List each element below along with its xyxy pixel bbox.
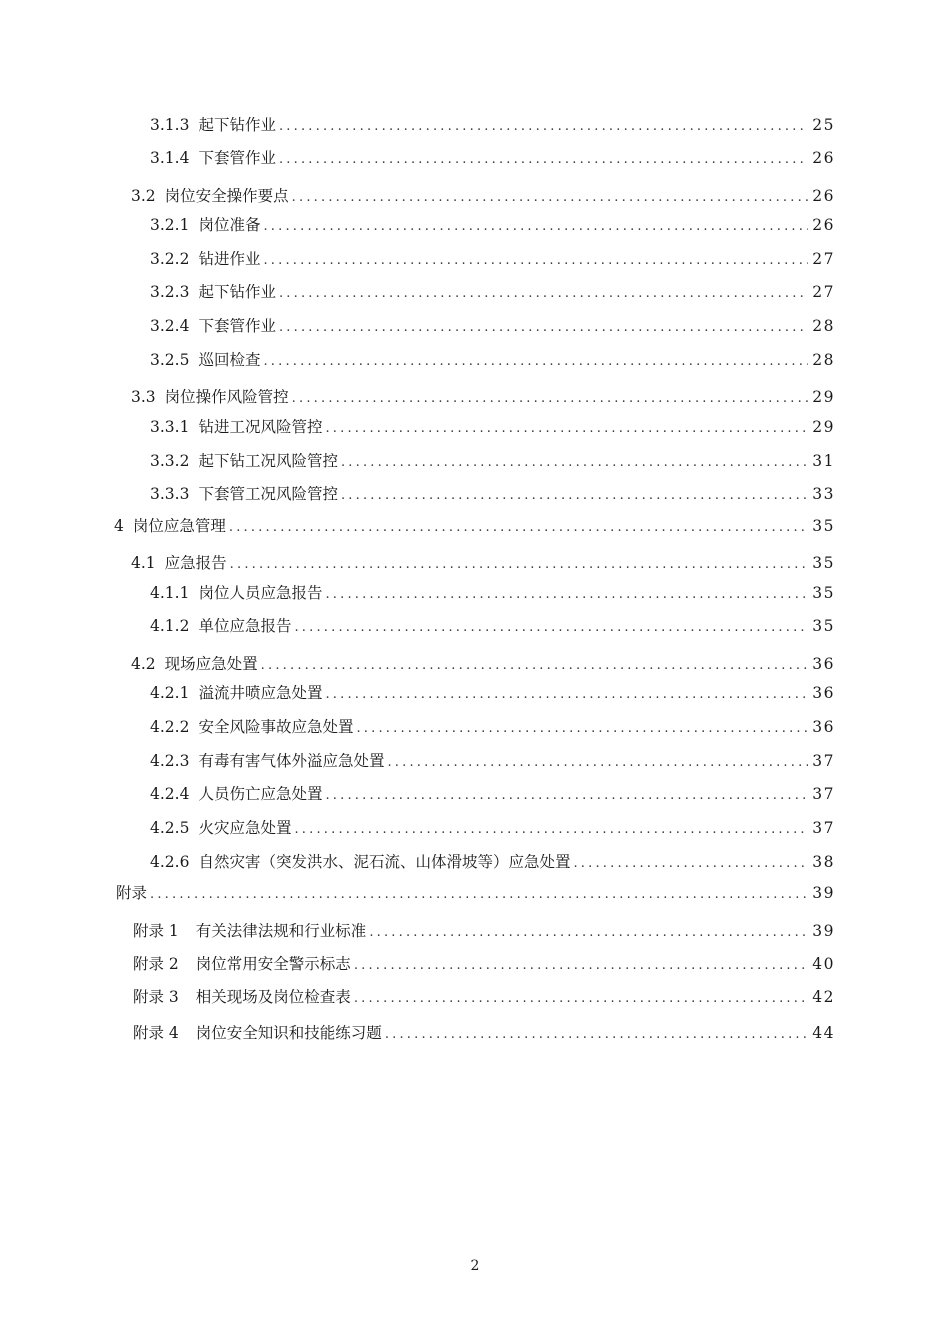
toc-page: 36	[812, 655, 835, 673]
toc-leader-dots	[354, 988, 808, 1010]
toc-leader-dots	[261, 655, 809, 677]
toc-page: 36	[812, 684, 835, 702]
toc-entry-3-3-3[interactable]	[150, 483, 835, 507]
toc-number: 4.1	[131, 554, 156, 572]
toc-title: 巡回检查	[198, 351, 261, 369]
toc-entry-appendix-2[interactable]	[133, 953, 835, 977]
toc-page: 39	[812, 922, 835, 940]
toc-title: 应急报告	[164, 554, 227, 572]
toc-page: 26	[812, 216, 835, 234]
toc-title: 人员伤亡应急处置	[198, 785, 323, 803]
toc-leader-dots	[279, 283, 808, 305]
toc-leader-dots	[263, 351, 808, 373]
toc-title: 钻进作业	[198, 250, 261, 268]
toc-number: 3.2.5	[150, 351, 190, 369]
toc-number: 3.3.2	[150, 452, 190, 470]
toc-number: 4.1.1	[150, 584, 190, 602]
toc-title: 钻进工况风险管控	[198, 418, 323, 436]
toc-page: 29	[812, 388, 835, 406]
toc-number: 3.3	[131, 388, 156, 406]
toc-page: 35	[812, 584, 835, 602]
toc-leader-dots	[263, 216, 808, 238]
toc-page: 38	[812, 853, 835, 871]
toc-entry-3-2[interactable]	[131, 185, 835, 209]
toc-page: 42	[812, 988, 835, 1006]
toc-leader-dots	[279, 149, 808, 171]
toc-page: 39	[812, 884, 835, 902]
toc-title: 溢流井喷应急处置	[198, 684, 323, 702]
toc-page: 37	[812, 785, 835, 803]
toc-number: 4.2.4	[150, 785, 190, 803]
toc-page: 37	[812, 752, 835, 770]
toc-entry-3-2-5[interactable]	[150, 349, 835, 373]
toc-title: 相关现场及岗位检查表	[195, 988, 351, 1006]
toc-leader-dots	[229, 517, 808, 539]
toc-number: 4.2.5	[150, 819, 190, 837]
toc-number: 3.1.3	[150, 116, 190, 134]
toc-leader-dots	[279, 116, 808, 138]
toc-title: 起下钻工况风险管控	[198, 452, 338, 470]
toc-title: 下套管作业	[198, 149, 276, 167]
toc-leader-dots	[292, 187, 809, 209]
toc-number: 3.3.1	[150, 418, 190, 436]
toc-entry-3-3-1[interactable]	[150, 416, 835, 440]
toc-entry-3-1-3[interactable]	[150, 114, 835, 138]
toc-number: 4.1.2	[150, 617, 190, 635]
toc-page: 37	[812, 819, 835, 837]
toc-leader-dots	[292, 388, 809, 410]
toc-leader-dots	[150, 884, 808, 906]
toc-page: 28	[812, 317, 835, 335]
toc-entry-3-2-2[interactable]	[150, 248, 835, 272]
toc-leader-dots	[354, 955, 808, 977]
toc-number: 4.2.3	[150, 752, 190, 770]
toc-number: 3.2.4	[150, 317, 190, 335]
toc-number: 附录 4	[133, 1024, 179, 1042]
toc-title: 岗位安全知识和技能练习题	[195, 1024, 382, 1042]
toc-number: 4.2.6	[150, 853, 190, 871]
toc-leader-dots	[341, 485, 808, 507]
toc-title: 岗位准备	[198, 216, 261, 234]
toc-leader-dots	[325, 418, 808, 440]
toc-leader-dots	[369, 922, 808, 944]
toc-leader-dots	[325, 584, 808, 606]
toc-number: 附录 2	[133, 955, 179, 973]
toc-number: 附录 1	[133, 922, 179, 940]
toc-entry-4-2-5[interactable]	[150, 817, 835, 841]
toc-entry-appendix-3[interactable]	[133, 986, 835, 1010]
toc-title: 有关法律法规和行业标准	[195, 922, 367, 940]
toc-page: 25	[812, 116, 835, 134]
toc-number: 附录 3	[133, 988, 179, 1006]
toc-page: 44	[812, 1024, 835, 1042]
toc-entry-4-2-6[interactable]	[150, 851, 835, 875]
toc-title: 下套管工况风险管控	[198, 485, 338, 503]
toc-title: 岗位安全操作要点	[164, 187, 289, 205]
toc-entry-3-2-1[interactable]	[150, 214, 835, 238]
toc-number: 3.2.1	[150, 216, 190, 234]
toc-entry-appendix-1[interactable]	[133, 920, 835, 944]
toc-entry-appendix[interactable]	[116, 882, 835, 906]
toc-page: 29	[812, 418, 835, 436]
toc-title: 现场应急处置	[164, 655, 258, 673]
toc-page: 33	[812, 485, 835, 503]
toc-entry-4-2-3[interactable]	[150, 750, 835, 774]
toc-page: 28	[812, 351, 835, 369]
toc-title: 岗位常用安全警示标志	[195, 955, 351, 973]
toc-page: 36	[812, 718, 835, 736]
toc-entry-appendix-4[interactable]	[133, 1022, 835, 1046]
toc-number: 3.2.3	[150, 283, 190, 301]
toc-title: 有毒有害气体外溢应急处置	[198, 752, 385, 770]
toc-title: 岗位人员应急报告	[198, 584, 323, 602]
toc-leader-dots	[325, 684, 808, 706]
toc-page: 26	[812, 149, 835, 167]
toc-page: 35	[812, 517, 835, 535]
toc-leader-dots	[385, 1024, 808, 1046]
toc-number: 3.1.4	[150, 149, 190, 167]
toc-leader-dots	[356, 718, 808, 740]
toc-title: 附录	[116, 884, 148, 902]
toc-entry-3-3[interactable]	[131, 386, 835, 410]
toc-leader-dots	[294, 819, 808, 841]
toc-number: 4.2.2	[150, 718, 190, 736]
toc-page: 26	[812, 187, 835, 205]
toc-entry-3-2-4[interactable]	[150, 315, 835, 339]
toc-entry-4-1-1[interactable]	[150, 582, 835, 606]
toc-title: 起下钻作业	[198, 283, 276, 301]
toc-page: 35	[812, 617, 835, 635]
toc-page: 27	[812, 283, 835, 301]
toc-leader-dots	[279, 317, 808, 339]
toc-title: 火灾应急处置	[198, 819, 292, 837]
toc-entry-3-3-2[interactable]	[150, 450, 835, 474]
page-number: 2	[470, 1258, 480, 1274]
toc-leader-dots	[294, 617, 808, 639]
toc-leader-dots	[573, 853, 808, 875]
toc-number: 4	[114, 517, 124, 535]
toc-title: 安全风险事故应急处置	[198, 718, 354, 736]
toc-leader-dots	[341, 452, 808, 474]
toc-title: 自然灾害（突发洪水、泥石流、山体滑坡等）应急处置	[198, 853, 571, 871]
toc-entry-4-2-4[interactable]	[150, 783, 835, 807]
toc-entry-4-1-2[interactable]	[150, 615, 835, 639]
toc-title: 岗位应急管理	[132, 517, 226, 535]
toc-entry-4-2-1[interactable]	[150, 682, 835, 706]
toc-page: 27	[812, 250, 835, 268]
toc-title: 岗位操作风险管控	[164, 388, 289, 406]
toc-number: 4.2.1	[150, 684, 190, 702]
toc-leader-dots	[263, 250, 808, 272]
toc-entry-4[interactable]	[114, 515, 835, 539]
toc-page: 35	[812, 554, 835, 572]
toc-entry-4-1[interactable]	[131, 552, 835, 576]
toc-entry-3-1-4[interactable]	[150, 147, 835, 171]
toc-page: 40	[812, 955, 835, 973]
toc-page: 31	[812, 452, 835, 470]
toc-entry-4-2[interactable]	[131, 653, 835, 677]
toc-leader-dots	[387, 752, 808, 774]
toc-title: 起下钻作业	[198, 116, 276, 134]
toc-leader-dots	[230, 554, 809, 576]
toc-number: 3.2	[131, 187, 156, 205]
toc-leader-dots	[325, 785, 808, 807]
toc-title: 单位应急报告	[198, 617, 292, 635]
toc-number: 4.2	[131, 655, 156, 673]
toc-number: 3.2.2	[150, 250, 190, 268]
toc-number: 3.3.3	[150, 485, 190, 503]
toc-entry-4-2-2[interactable]	[150, 716, 835, 740]
toc-entry-3-2-3[interactable]	[150, 281, 835, 305]
toc-title: 下套管作业	[198, 317, 276, 335]
